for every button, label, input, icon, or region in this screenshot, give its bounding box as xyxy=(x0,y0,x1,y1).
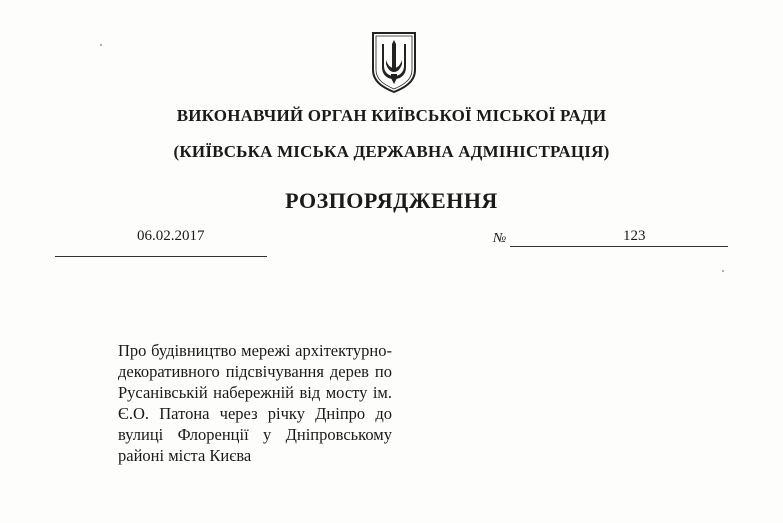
scan-speck xyxy=(100,44,102,46)
coat-of-arms-trident-icon xyxy=(370,30,418,94)
document-date: 06.02.2017 xyxy=(137,228,205,244)
number-sign: № xyxy=(493,231,507,246)
number-underline xyxy=(510,246,728,247)
organization-subtitle: (КИЇВСЬКА МІСЬКА ДЕРЖАВНА АДМІНІСТРАЦІЯ) xyxy=(173,142,610,161)
number-field xyxy=(493,226,729,248)
document-number: 123 xyxy=(623,228,646,244)
scan-speck xyxy=(722,270,724,272)
organization-name: ВИКОНАВЧИЙ ОРГАН КИЇВСЬКОЇ МІСЬКОЇ РАДИ xyxy=(176,106,607,125)
document-type-title: РОЗПОРЯДЖЕННЯ xyxy=(285,188,498,213)
date-field xyxy=(55,226,267,257)
document-subject: Про будівництво мережі архітектурно-декоративного підсвічування дерев по Русанівській набережній від мосту ім. Є.О. Патона через річку Дніпро до вулиці Флоренції у Дніпровському районі міста Києва xyxy=(118,341,392,465)
